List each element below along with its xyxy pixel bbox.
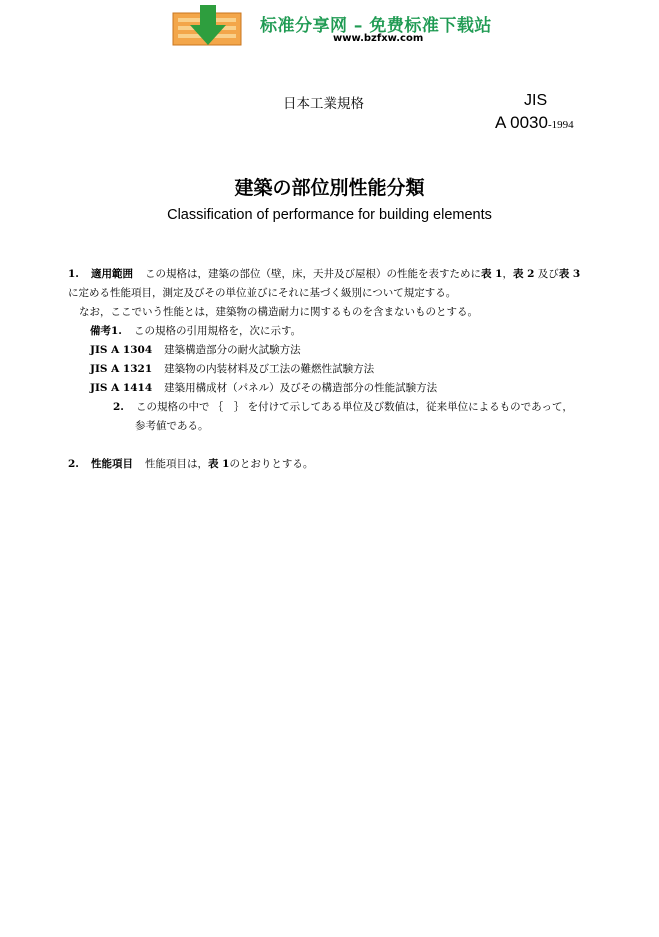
standard-year: -1994 <box>547 119 574 131</box>
conjunction: 及び <box>534 268 559 280</box>
remark2-text: この規格の中で ｛ ｝ を付けて示してある単位及び数値は，従来単位によるものであって， <box>135 401 573 413</box>
page-title-ja: 建築の部位別性能分類 <box>234 177 425 199</box>
section2-text: 性能項目は， <box>144 458 208 470</box>
table3-ref: 表 3 <box>558 268 581 280</box>
site-url[interactable]: www.bzfxw.com <box>333 33 424 44</box>
reference-code: JIS A 1414 <box>90 382 153 394</box>
reference-code: JIS A 1304 <box>90 344 153 356</box>
reference-item <box>90 362 374 376</box>
section2-heading: 性能項目 <box>90 458 133 470</box>
remark2-continuation: 参考値である。 <box>135 420 209 432</box>
section1-text: この規格は，建築の部位（壁，床，天井及び屋根）の性能を表すために <box>144 268 481 280</box>
section1-number: 1. <box>68 268 79 280</box>
site-banner[interactable] <box>172 5 490 47</box>
table1-ref: 表 1 <box>207 458 230 470</box>
section1-heading: 適用範囲 <box>90 268 133 280</box>
remark2-number: 2. <box>113 401 124 413</box>
section1-line1 <box>68 267 580 281</box>
remark1-label: 備考1. <box>90 325 122 337</box>
section2-text-end: のとおりとする。 <box>229 458 314 470</box>
section1-line3: なお，ここでいう性能とは，建築物の構造耐力に関するものを含まないものとする。 <box>79 306 478 318</box>
remark2 <box>113 400 573 414</box>
reference-title: 建築用構成材（パネル）及びその構造部分の性能試験方法 <box>164 382 438 394</box>
section2-line <box>68 457 313 471</box>
reference-title: 建築構造部分の耐火試験方法 <box>164 344 301 356</box>
remark1 <box>90 324 301 338</box>
reference-item <box>90 381 437 395</box>
standard-code: A 0030 <box>495 113 548 132</box>
page-title-en: Classification of performance for building elements <box>167 207 492 223</box>
section1-line2: に定める性能項目，測定及びその単位並びにそれに基づく級別について規定する。 <box>68 287 457 299</box>
reference-title: 建築物の内装材料及び工法の難燃性試験方法 <box>164 363 375 375</box>
standard-number <box>495 113 574 133</box>
download-arrow-icon <box>172 5 244 47</box>
separator: ， <box>502 268 513 280</box>
section2-number: 2. <box>68 458 79 470</box>
reference-code: JIS A 1321 <box>90 363 153 375</box>
standard-jis-label: JIS <box>524 92 548 109</box>
standard-organization: 日本工業規格 <box>283 96 364 112</box>
table2-ref: 表 2 <box>512 268 535 280</box>
table1-ref: 表 1 <box>480 268 503 280</box>
remark1-text: この規格の引用規格を，次に示す。 <box>133 325 302 337</box>
site-name: 标准分享网 – 免费标准下载站 <box>260 16 492 36</box>
reference-item <box>90 343 301 357</box>
